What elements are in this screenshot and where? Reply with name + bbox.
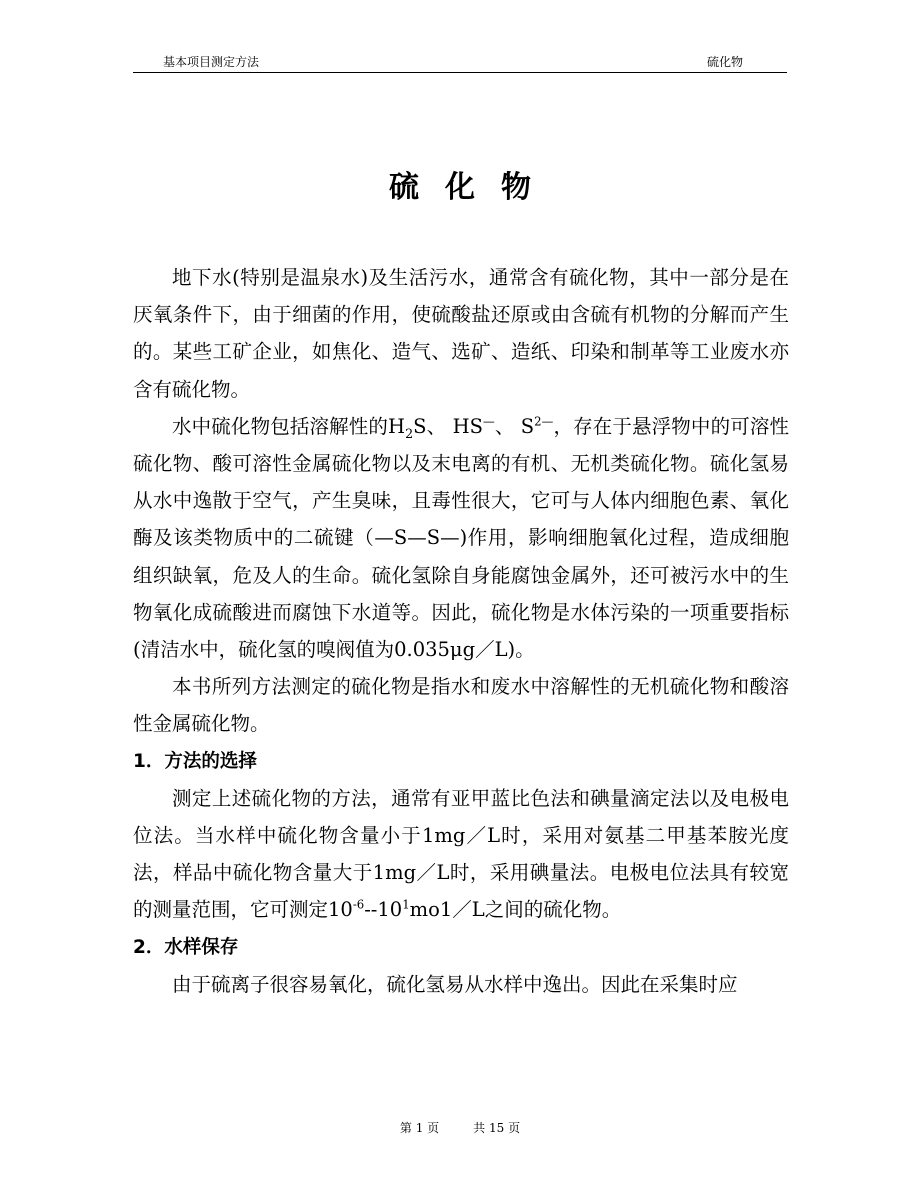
page-header bbox=[133, 52, 787, 73]
superscript-exp-1: -6 bbox=[352, 897, 365, 912]
text-segment: --10 bbox=[364, 898, 403, 922]
text-segment: 测定上述硫化物的方法，通常有亚甲蓝比色法和碘量滴定法以及电极电位法。当水样中硫化物含量小于1mg／L时，采用对氨基二甲基苯胺光度法，样品中硫化物含量大于1mg／L时，采用碘量法。电极电位法具有较宽的测量范围，它可测定10 bbox=[133, 786, 789, 922]
paragraph-scope: 本书所列方法测定的硫化物是指水和废水中溶解性的无机硫化物和酸溶性金属硫化物。 bbox=[133, 675, 789, 736]
text-segment: 水中硫化物包括溶解性的H bbox=[172, 414, 406, 438]
page-footer bbox=[0, 1118, 920, 1138]
text-segment: mo1／L之间的硫化物。 bbox=[409, 898, 622, 922]
superscript-2-minus: 2— bbox=[534, 414, 554, 429]
page-number: 第 1 页 bbox=[399, 1121, 440, 1135]
total-pages: 共 15 页 bbox=[473, 1121, 521, 1135]
superscript-minus: — bbox=[483, 414, 495, 429]
text-segment: ，存在于悬浮物中的可溶性硫化物、酸可溶性金属硫化物以及末电离的有机、无机类硫化物。硫化氢易从水中逸散于空气，产生臭味，且毒性很大，它可与人体内细胞色素、氧化酶及该类物质中的二硫键（—S—S—)作用，影响细胞氧化过程，造成细胞组织缺氧，危及人的生命。硫化氢除自身能腐蚀金属外，还可被污水中的生物氧化成硫酸进而腐蚀下水道等。因此，硫化物是水体污染的一项重要指标(清洁水中，硫化氢的嗅阀值为0.035μg／L)。 bbox=[133, 414, 789, 662]
paragraph-composition bbox=[133, 408, 789, 668]
document-body bbox=[133, 259, 789, 1003]
paragraph-intro: 地下水(特别是温泉水)及生活污水，通常含有硫化物，其中一部分是在厌氧条件下，由于细菌的作用，使硫酸盐还原或由含硫有机物的分解而产生的。某些工矿企业，如焦化、造气、选矿、造纸、印染和制革等工业废水亦含有硫化物。 bbox=[133, 266, 789, 401]
header-left-text: 基本项目测定方法 bbox=[163, 55, 260, 69]
paragraph-storage: 由于硫离子很容易氧化，硫化氢易从水样中逸出。因此在采集时应 bbox=[172, 972, 738, 996]
document-title: 硫化物 bbox=[389, 170, 557, 205]
subscript-2: 2 bbox=[405, 425, 414, 441]
text-segment: S、 HS bbox=[413, 414, 483, 438]
section-heading-storage: 2．水样保存 bbox=[133, 936, 239, 958]
paragraph-methods bbox=[133, 780, 789, 929]
superscript-exp-2: 1 bbox=[402, 897, 410, 912]
header-right-text: 硫化物 bbox=[706, 55, 743, 69]
text-segment: 、 S bbox=[494, 414, 535, 438]
section-heading-method: 1．方法的选择 bbox=[133, 750, 257, 772]
